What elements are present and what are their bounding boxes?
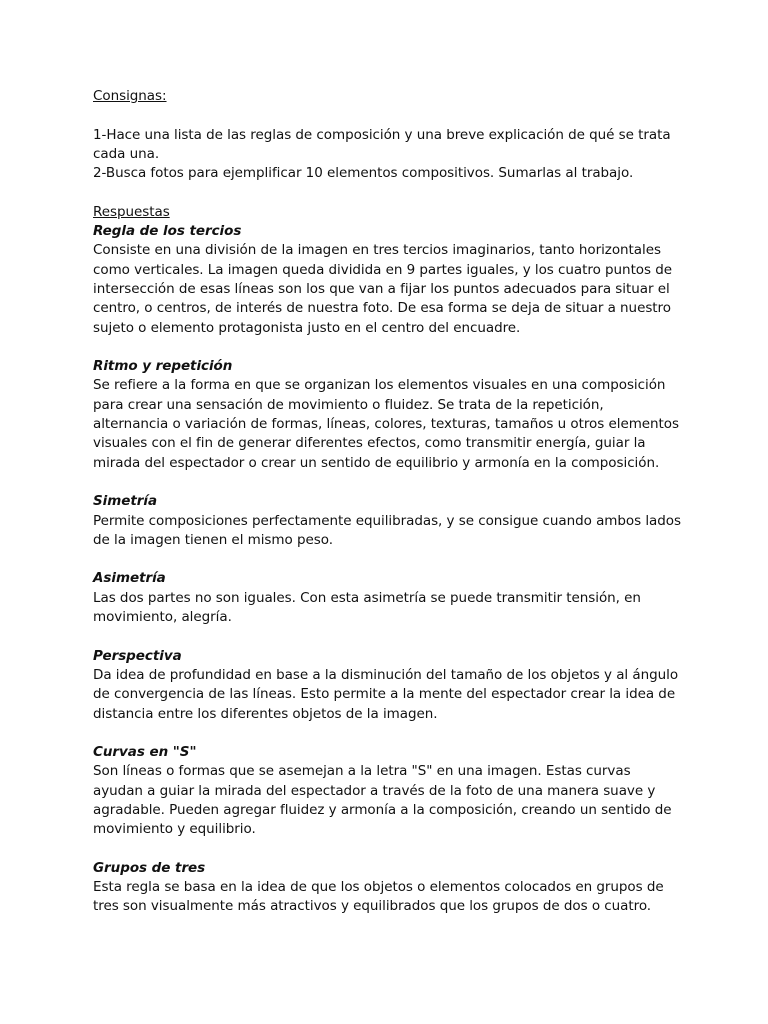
section-body: Esta regla se basa en la idea de que los objetos o elementos colocados en grupos de tres son visualmente más atractivos y equilibrados que los grupos de dos o cuatro. [93, 879, 664, 915]
section-curvas-s [93, 743, 683, 839]
consigna-item-1: 1-Hace una lista de las reglas de composición y una breve explicación de qué se trata cada una. [93, 126, 671, 162]
spacer [93, 473, 683, 492]
spacer [93, 338, 683, 357]
consignas-title: Consignas: [93, 88, 167, 104]
consigna-item-2: 2-Busca fotos para ejemplificar 10 elementos compositivos. Sumarlas al trabajo. [93, 165, 634, 182]
section-regla-tercios [93, 222, 683, 338]
respuestas-title: Respuestas [93, 203, 170, 220]
section-body: Permite composiciones perfectamente equilibradas, y se consigue cuando ambos lados de la imagen tienen el mismo peso. [93, 512, 681, 548]
document-page [93, 87, 683, 917]
section-heading: Simetría [93, 493, 158, 510]
spacer [93, 724, 683, 743]
section-body: Son líneas o formas que se asemejan a la letra "S" en una imagen. Estas curvas ayudan a guiar la mirada del espectador a través de la foto de una manera suave y agradable. Pueden agregar fluidez y armonía a la composición, creando un sentido de movimiento y equilibrio. [93, 763, 672, 838]
section-heading: Regla de los tercios [93, 223, 242, 240]
spacer [93, 106, 683, 125]
section-body: Se refiere a la forma en que se organizan los elementos visuales en una composición para crear una sensación de movimiento o fluidez. Se trata de la repetición, alternancia o variación de formas, líneas, colores, texturas, tamaños u otros elementos visuales con el fin de generar diferentes efectos, como transmitir energía, guiar la mirada del espectador o crear un sentido de equilibrio y armonía en la composición. [93, 377, 679, 471]
spacer [93, 627, 683, 646]
section-simetria [93, 492, 683, 550]
spacer [93, 550, 683, 569]
section-heading: Grupos de tres [93, 859, 206, 876]
section-ritmo-repeticion [93, 357, 683, 473]
section-body: Consiste en una división de la imagen en tres tercios imaginarios, tanto horizontales como verticales. La imagen queda dividida en 9 partes iguales, y los cuatro puntos de intersección de esas líneas son los que van a fijar los puntos adecuados para situar el centro, o centros, de interés de nuestra foto. De esa forma se deja de situar a nuestro sujeto o elemento protagonista justo en el centro del encuadre. [93, 242, 673, 336]
section-asimetria [93, 569, 683, 627]
spacer [93, 183, 683, 202]
section-heading: Ritmo y repetición [93, 358, 233, 375]
section-heading: Perspectiva [93, 647, 182, 664]
section-perspectiva [93, 647, 683, 724]
section-body: Da idea de profundidad en base a la disminución del tamaño de los objetos y al ángulo de convergencia de las líneas. Esto permite a la mente del espectador crear la idea de distancia entre los diferentes objetos de la imagen. [93, 666, 679, 722]
section-grupos-tres [93, 859, 683, 917]
section-heading: Asimetría [93, 570, 166, 587]
spacer [93, 840, 683, 859]
section-heading: Curvas en "S" [93, 744, 197, 761]
section-body: Las dos partes no son iguales. Con esta asimetría se puede transmitir tensión, en movimiento, alegría. [93, 589, 641, 626]
